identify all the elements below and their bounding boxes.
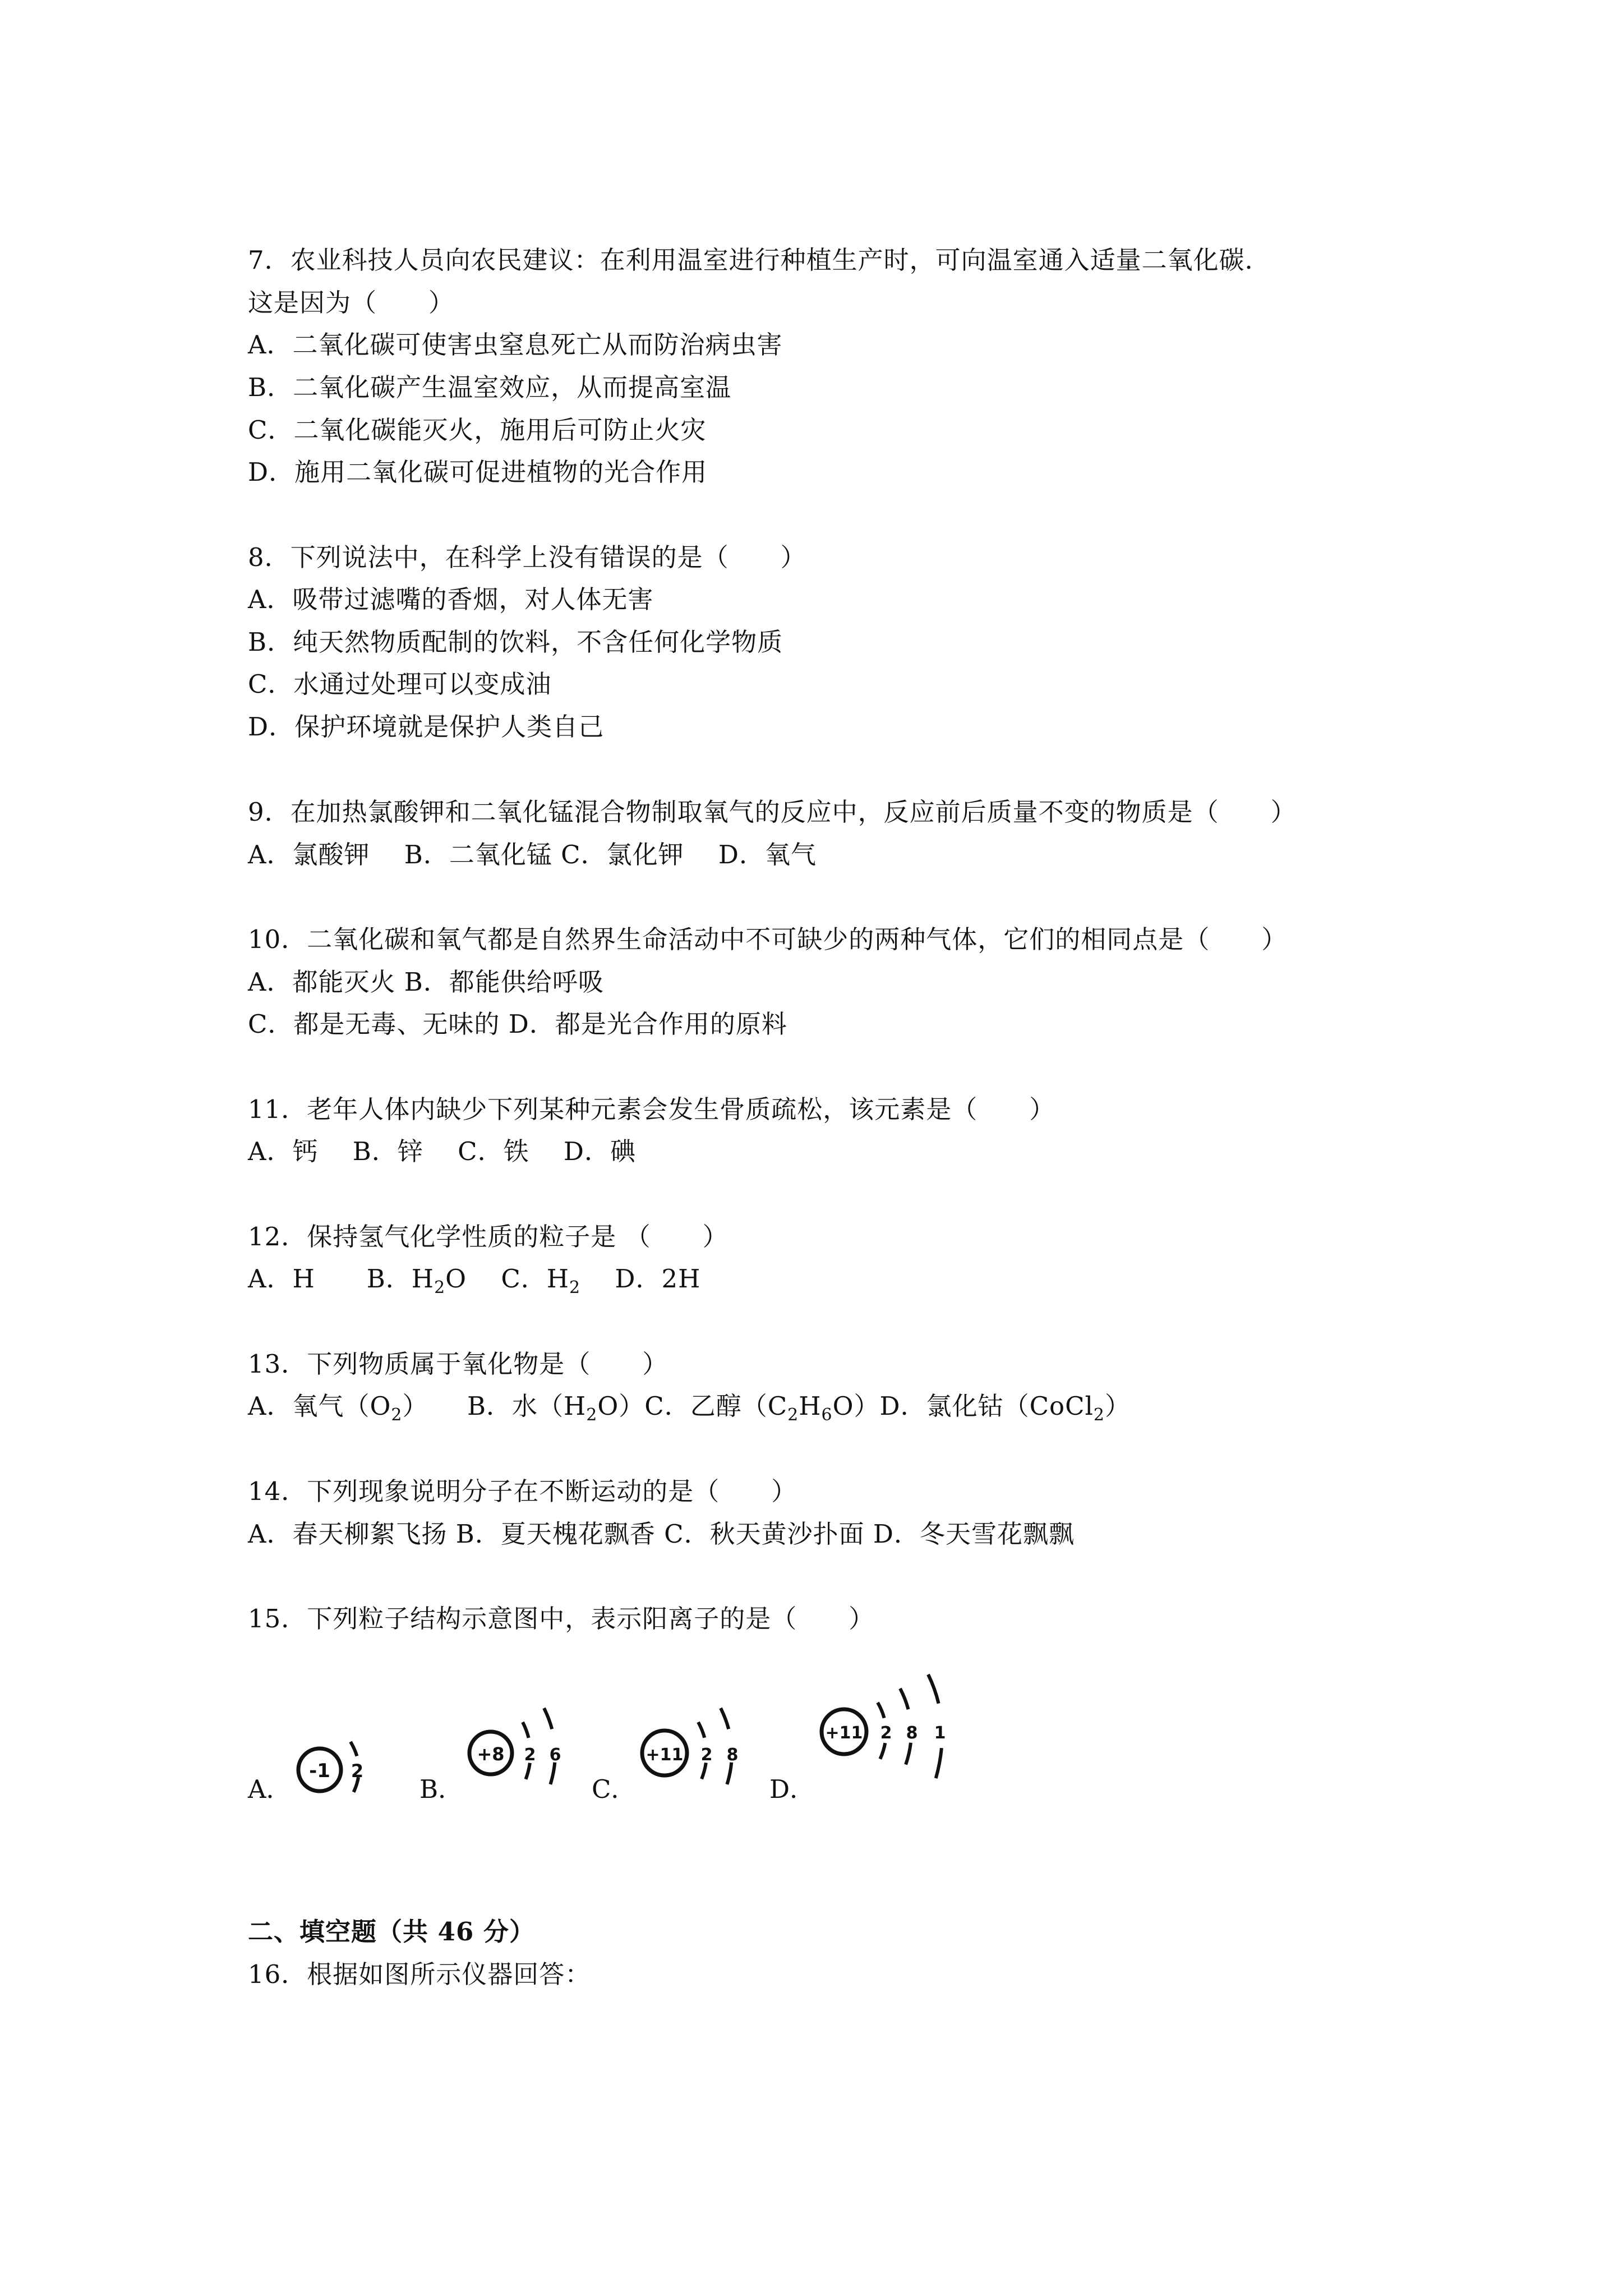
q10-options-cd: C．都是无毒、无味的 D．都是光合作用的原料 — [248, 1009, 787, 1039]
q13-options-part: ） B．水（H — [402, 1391, 587, 1421]
q15-label-b: B． — [419, 1774, 464, 1804]
q13-options-part: O）D．氯化钴（CoCl — [832, 1391, 1094, 1421]
shell-electron-count: 2 — [700, 1745, 713, 1765]
q12-options-part: O C．H — [445, 1264, 570, 1294]
q8-option-b: B．纯天然物质配制的饮料，不含任何化学物质 — [248, 627, 783, 657]
subscript: 2 — [434, 1278, 446, 1297]
q7-stem-line2: 这是因为（ ） — [248, 288, 455, 318]
q15-label-d: D． — [769, 1774, 815, 1804]
q13-options-part: H — [799, 1391, 822, 1421]
atom-diagram-b — [460, 1700, 578, 1812]
subscript: 2 — [586, 1405, 598, 1425]
q13-options-part: ） — [1105, 1391, 1131, 1421]
subscript: 2 — [569, 1278, 581, 1297]
q13-options-part: A．氧气（O — [248, 1391, 391, 1421]
q15-label-c: C． — [592, 1774, 637, 1804]
q7-option-d: D．施用二氧化碳可促进植物的光合作用 — [248, 457, 708, 487]
q9-stem: 9．在加热氯酸钾和二氧化锰混合物制取氧气的反应中，反应前后质量不变的物质是（ ） — [248, 797, 1297, 827]
q14-options: A．春天柳絮飞扬 B．夏天槐花飘香 C．秋天黄沙扑面 D．冬天雪花飘飘 — [248, 1519, 1075, 1549]
nucleus-charge: -1 — [309, 1760, 330, 1782]
q8-option-d: D．保护环境就是保护人类自己 — [248, 712, 605, 742]
q12-options-part: D．2H — [580, 1264, 701, 1294]
q13-stem: 13．下列物质属于氧化物是（ ） — [248, 1349, 668, 1379]
atom-diagram-d — [813, 1669, 965, 1812]
shell-electron-count: 6 — [549, 1745, 561, 1765]
shell-electron-count: 8 — [726, 1745, 739, 1765]
q8-option-a: A．吸带过滤嘴的香烟，对人体无害 — [248, 585, 654, 614]
q8-option-c: C．水通过处理可以变成油 — [248, 669, 552, 699]
shell-electron-count: 2 — [351, 1760, 364, 1782]
shell-electron-count: 2 — [524, 1745, 536, 1765]
q7-option-c: C．二氧化碳能灭火，施用后可防止火灾 — [248, 415, 707, 445]
q12-stem: 12．保持氢气化学性质的粒子是 （ ） — [248, 1222, 728, 1251]
nucleus-charge: +8 — [477, 1743, 505, 1765]
q9-options: A．氯酸钾 B．二氧化锰 C．氯化钾 D．氧气 — [248, 840, 817, 869]
q10-stem: 10．二氧化碳和氧气都是自然界生命活动中不可缺少的两种气体，它们的相同点是（ ） — [248, 924, 1288, 954]
q15-label-a: A． — [248, 1774, 292, 1804]
q16-stem: 16．根据如图所示仪器回答： — [248, 1959, 591, 1989]
q7-stem-line1: 7．农业科技人员向农民建议：在利用温室进行种植生产时，可向温室通入适量二氧化碳． — [248, 245, 1271, 275]
q7-option-b: B．二氧化碳产生温室效应，从而提高室温 — [248, 372, 732, 402]
shell-electron-count: 1 — [934, 1723, 946, 1743]
subscript: 2 — [391, 1405, 403, 1425]
subscript: 2 — [1093, 1405, 1105, 1425]
q10-options-ab: A．都能灭火 B．都能供给呼吸 — [248, 967, 604, 997]
q11-stem: 11．老年人体内缺少下列某种元素会发生骨质疏松，该元素是（ ） — [248, 1094, 1055, 1124]
q7-option-a: A．二氧化碳可使害虫窒息死亡从而防治病虫害 — [248, 330, 783, 360]
q8-stem: 8．下列说法中，在科学上没有错误的是（ ） — [248, 542, 806, 572]
shell-electron-count: 2 — [880, 1723, 892, 1743]
atom-diagram-a — [289, 1728, 379, 1812]
subscript: 6 — [821, 1405, 833, 1425]
nucleus-charge: +11 — [645, 1745, 684, 1765]
atom-diagram-c — [634, 1700, 757, 1812]
q13-options-part: O）C．乙醇（C — [597, 1391, 788, 1421]
subscript: 2 — [787, 1405, 799, 1425]
q13-options — [248, 1389, 1131, 1427]
q11-options: A．钙 B．锌 C．铁 D．碘 — [248, 1137, 636, 1166]
q12-options-part: A．H B．H — [248, 1264, 435, 1294]
shell-electron-count: 8 — [906, 1723, 918, 1743]
section-heading: 二、填空题（共 46 分） — [248, 1917, 535, 1947]
q12-options — [248, 1262, 700, 1299]
q15-stem: 15．下列粒子结构示意图中，表示阳离子的是（ ） — [248, 1604, 875, 1634]
nucleus-charge: +11 — [825, 1723, 863, 1743]
q14-stem: 14．下列现象说明分子在不断运动的是（ ） — [248, 1476, 797, 1506]
